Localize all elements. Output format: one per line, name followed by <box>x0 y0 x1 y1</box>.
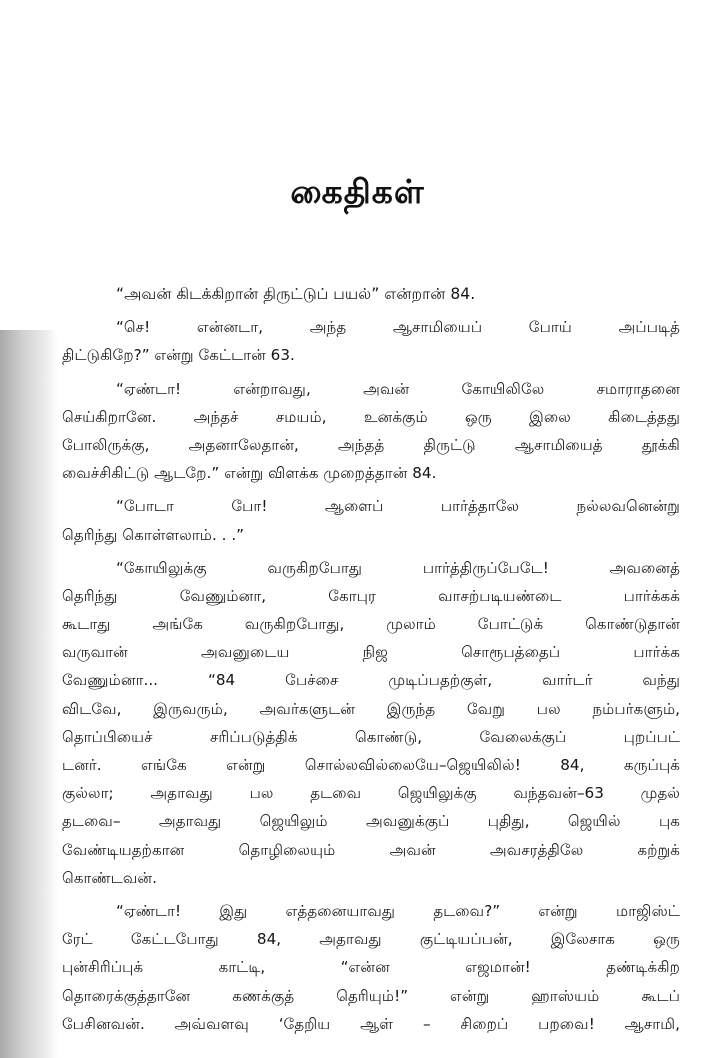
text-line: “ஏண்டா! என்றாவது, அவன் கோயிலிலே சமாராதனை <box>116 379 680 398</box>
text-line: கொண்டவன். <box>62 868 157 887</box>
text-line: புன்சிரிப்புக் காட்டி, “என்ன எஜமான்! தண்டிக்கிற <box>62 958 680 977</box>
text-line: “போடா போ! ஆளைப் பார்த்தாலே நல்லவனென்று <box>116 497 680 516</box>
chapter-body <box>62 280 680 1038</box>
text-line: டனர். எங்கே என்று சொல்லவில்லையே–ஜெயிலில்! 84, கருப்புக் <box>62 756 680 774</box>
text-line: “கோயிலுக்கு வருகிறபோது பார்த்திருப்பேடே! அவனைத் <box>116 558 680 577</box>
text-line: விடவே, இருவரும், அவர்களுடன் இருந்த வேறு பல நம்பர்களும், <box>62 699 680 718</box>
text-line: வருவான் அவனுடைய நிஜ சொரூபத்தைப் பார்க்க <box>62 643 680 662</box>
text-line: கூடாது அங்கே வருகிறபோது, முலாம் போட்டுக் கொண்டுதான் <box>62 615 680 634</box>
text-line: குல்லா; அதாவது பல தடவை ஜெயிலுக்கு வந்தவன்–63 முதல் <box>62 784 680 803</box>
text-line: வேண்டியதற்கான தொழிலையும் அவன் அவசரத்திலே கற்றுக் <box>62 840 680 859</box>
text-line: வைச்சிகிட்டு ஆடறே.” என்று விளக்க முறைத்தான் 84. <box>62 464 437 483</box>
chapter-title: கைதிகள் <box>290 172 425 211</box>
text-line: “செ! என்னடா, அந்த ஆசாமியைப் போய் அப்படித் <box>116 318 680 337</box>
text-line: தடவை– அதாவது ஜெயிலும் அவனுக்குப் புதிது, ஜெயில் புக <box>62 812 680 831</box>
text-line: பேசினவன். அவ்வளவு ‘தேறிய ஆள் – சிறைப் பறவை! ஆசாமி, <box>62 1014 680 1033</box>
text-line: செய்கிறானே. அந்தச் சமயம், உனக்கும் ஒரு இலை கிடைத்தது <box>62 407 680 426</box>
page-gutter-shadow <box>0 330 58 1058</box>
text-line: ரேட் கேட்டபோது 84, அதாவது குட்டியப்பன், இலேசாக ஒரு <box>62 930 680 949</box>
text-line: தெரிந்து கொள்ளலாம். . .” <box>62 525 245 544</box>
text-line: வேணும்னா... “84 பேச்சை முடிப்பதற்குள், வார்டர் வந்து <box>62 671 680 690</box>
text-line: தெரிந்து வேணும்னா, கோபுர வாசற்படியண்டை பார்க்கக் <box>62 586 680 605</box>
text-line: “ஏண்டா! இது எத்தனையாவது தடவை?” என்று மாஜிஸ்ட் <box>116 901 680 920</box>
text-line: போலிருக்கு, அதனாலேதான், அந்தத் திருட்டு ஆசாமியைத் தூக்கி <box>62 435 680 454</box>
text-line: “அவன் கிடக்கிறான் திருட்டுப் பயல்” என்றான் 84. <box>116 285 476 303</box>
text-line: திட்டுகிறே?” என்று கேட்டான் 63. <box>62 346 295 365</box>
text-line: தொப்பியைச் சரிப்படுத்திக் கொண்டு, வேலைக்குப் புறப்பட் <box>62 727 680 746</box>
text-line: தொரைக்குத்தானே கணக்குத் தெரியும்!” என்று ஹாஸ்யம் கூடப் <box>62 986 680 1005</box>
